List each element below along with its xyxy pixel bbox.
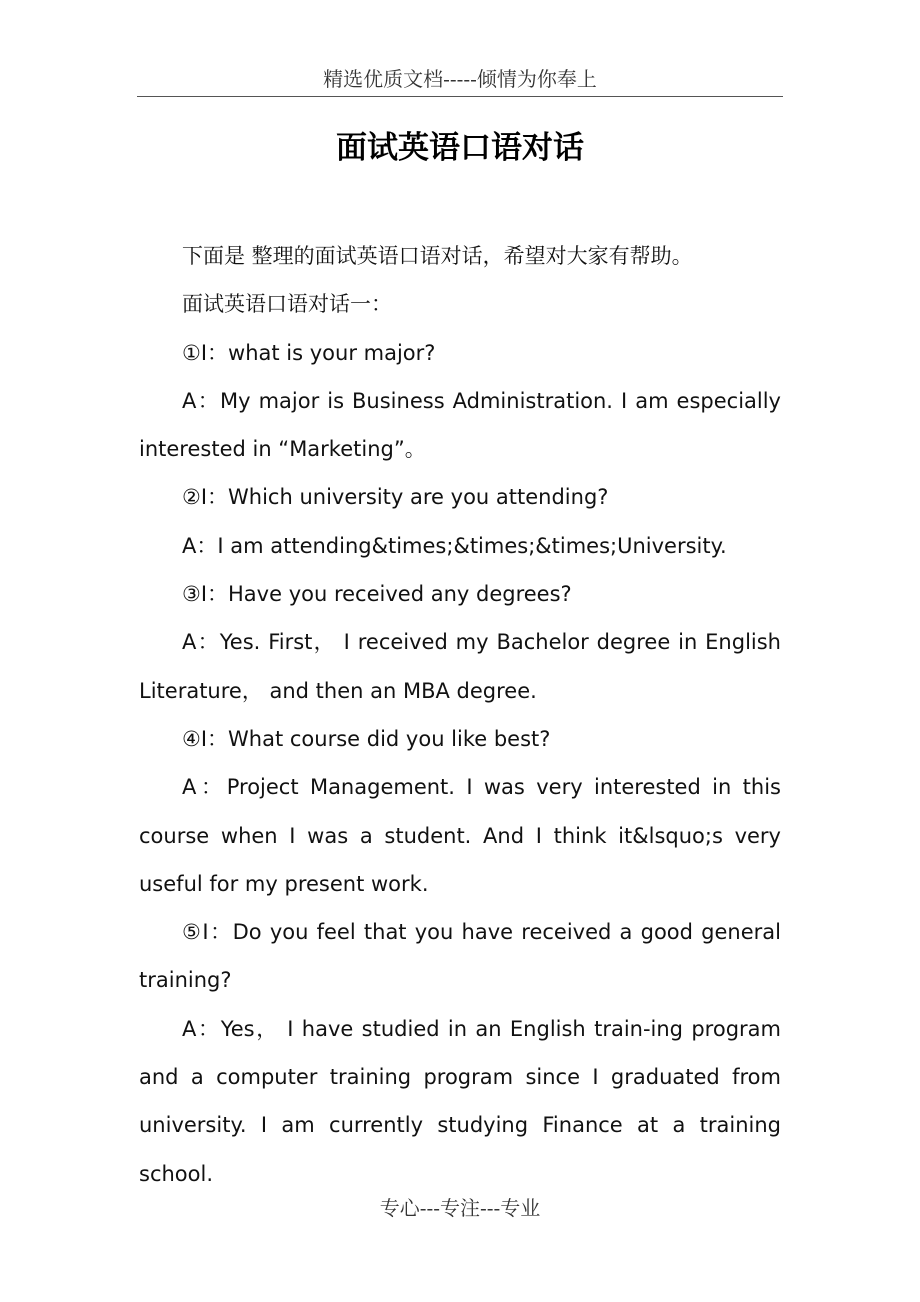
page-footer: 专心---专注---专业: [379, 1196, 541, 1220]
question-3: ③I：Have you received any degrees?: [182, 582, 572, 607]
answer-2: A：I am attending&times;&times;&times;University.: [182, 533, 727, 558]
question-4: ④I：What course did you like best?: [182, 726, 551, 751]
document-title: 面试英语口语对话: [336, 130, 584, 166]
answer-3: A：Yes. First， I received my Bachelor degree in English Literature， and then an MBA degree.: [139, 630, 781, 703]
question-5: ⑤I：Do you feel that you have received a good general training?: [139, 920, 781, 993]
document-body: [139, 232, 781, 1198]
section-heading: 面试英语口语对话一：: [182, 292, 392, 317]
question-2: ②I：Which university are you attending?: [182, 485, 609, 510]
answer-1: A：My major is Business Administration. I am especially interested in “Marketing”。: [139, 388, 781, 462]
intro-paragraph: 下面是 整理的面试英语口语对话，希望对大家有帮助。: [182, 244, 693, 268]
question-1: ①I：what is your major?: [182, 340, 436, 365]
answer-4: A：Project Management. I was very interested in this course when I was a student. And I think it&lsquo;s very useful for my present work.: [139, 775, 781, 896]
answer-5: A：Yes， I have studied in an English train-ing program and a computer training program since I graduated from university. I am currently studying Finance at a training school.: [139, 1016, 781, 1186]
page-header: 精选优质文档-----倾情为你奉上: [137, 64, 783, 97]
